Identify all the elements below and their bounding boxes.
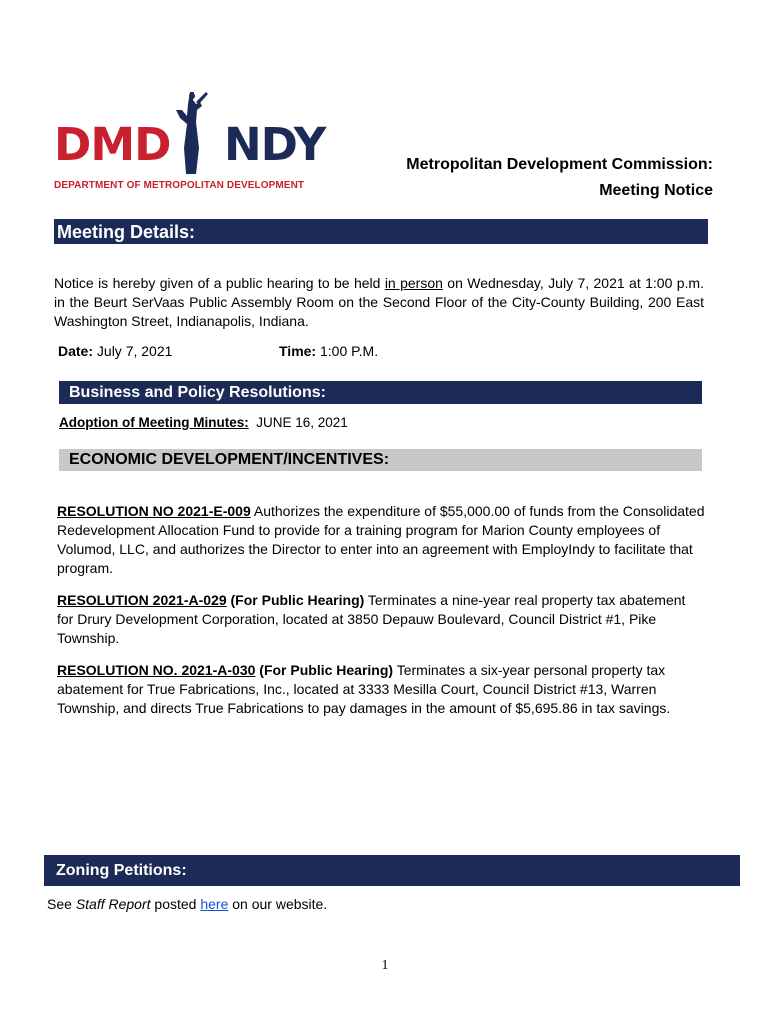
document-header: [406, 152, 713, 204]
adoption-value: JUNE 16, 2021: [248, 415, 348, 430]
here-link[interactable]: here: [200, 896, 229, 912]
resolution-item: [57, 661, 705, 718]
resolution-item: [57, 502, 705, 578]
resolution-tag: (For Public Hearing): [255, 662, 394, 678]
business-policy-heading: Business and Policy Resolutions:: [59, 381, 702, 404]
in-person-text: in person: [384, 275, 443, 291]
see-text-b: posted: [150, 896, 201, 912]
resolution-text: Terminates a nine-year real property tax abatement for Drury Development Corporation, located at 3850 Depauw Boulevard, Council District #1, Pike Township.: [57, 592, 686, 646]
logo-subtitle: DEPARTMENT OF METROPOLITAN DEVELOPMENT: [54, 180, 305, 191]
resolution-tag: (For Public Hearing): [226, 592, 365, 608]
date-value: July 7, 2021: [93, 343, 173, 359]
meeting-date: [58, 343, 172, 359]
meeting-notice-paragraph: [54, 274, 704, 331]
resolution-text: Terminates a six-year personal property tax abatement for True Fabrications, Inc., located at 3333 Mesilla Court, Council District #13, Warren Township, and directs True Fabrications to pay damages in the amount of $5,695.86 in tax savings.: [57, 662, 671, 716]
see-text-a: See: [47, 896, 76, 912]
logo-dmd-text: DMD: [54, 118, 171, 171]
notice-text-a: Notice is hereby given of a public hearing to be held: [54, 275, 385, 291]
resolution-id: RESOLUTION NO 2021-E-009: [57, 503, 251, 519]
economic-development-heading: ECONOMIC DEVELOPMENT/INCENTIVES:: [59, 449, 702, 471]
notice-text-b: on Wednesday, July 7, 2021 at 1:00 p.m. in the Beurt SerVaas Public Assembly Room on the Second Floor of the City-County Building, 200 East Washington Street, Indianapolis, Indiana.: [54, 275, 704, 329]
adoption-of-minutes: [59, 415, 348, 430]
adoption-label: Adoption of Meeting Minutes:: [59, 415, 249, 430]
resolution-id: RESOLUTION NO. 2021-A-030: [57, 662, 256, 678]
statue-icon: [166, 88, 216, 178]
resolution-id: RESOLUTION 2021-A-029: [57, 592, 227, 608]
resolution-text: Authorizes the expenditure of $55,000.00 of funds from the Consolidated Redevelopment Allocation Fund to provide for a training program for Marion County employees of Volumod, LLC, and authorizes the Director to enter into an agreement with EmployIndy to facilitate that program.: [57, 503, 705, 576]
time-label: Time:: [279, 343, 317, 359]
page-number: 1: [381, 958, 389, 973]
header-line-1: Metropolitan Development Commission:: [406, 156, 713, 173]
staff-report-line: [47, 896, 327, 912]
header-line-2: Meeting Notice: [599, 182, 713, 199]
meeting-details-heading: Meeting Details:: [54, 219, 708, 244]
resolution-item: [57, 591, 705, 648]
zoning-petitions-heading: Zoning Petitions:: [44, 855, 740, 886]
time-value: 1:00 P.M.: [316, 343, 379, 359]
logo-ndy-text: NDY: [224, 118, 326, 171]
date-label: Date:: [58, 343, 94, 359]
staff-report-text: Staff Report: [75, 896, 151, 912]
meeting-time: [279, 343, 378, 359]
dmd-indy-logo: [54, 88, 329, 198]
see-text-c: on our website.: [228, 896, 328, 912]
